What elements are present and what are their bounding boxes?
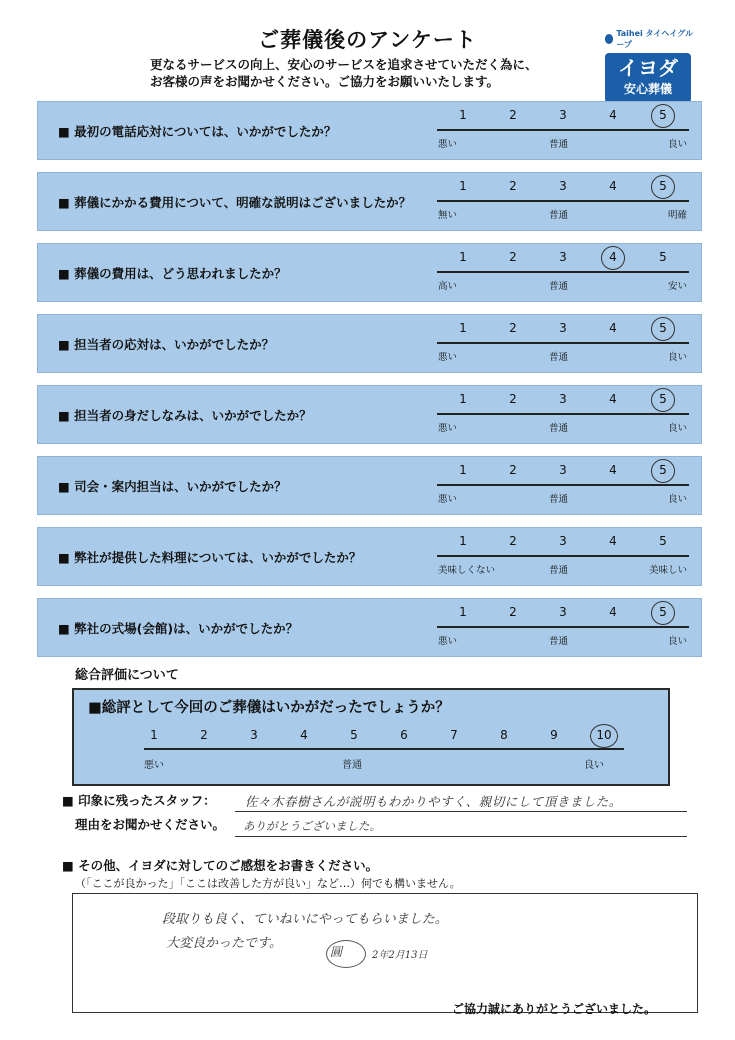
scale-line bbox=[437, 555, 689, 557]
staff-reason-label: 理由をお聞かせください。 bbox=[75, 817, 226, 832]
scale-label-low: 悪い bbox=[438, 494, 458, 505]
scale-label-mid: 普通 bbox=[549, 494, 569, 505]
rating-option-1[interactable]: 1 bbox=[459, 321, 467, 335]
rating-option-3[interactable]: 3 bbox=[559, 463, 567, 477]
overall-option-4[interactable]: 4 bbox=[300, 728, 308, 742]
seal-text: 圓 bbox=[330, 945, 343, 959]
overall-option-10[interactable]: 10 bbox=[592, 728, 616, 742]
rating-option-5[interactable]: 5 bbox=[653, 463, 673, 477]
rating-option-4[interactable]: 4 bbox=[609, 463, 617, 477]
staff-label: ■ 印象に残ったスタッフ： bbox=[62, 793, 216, 808]
rating-option-4[interactable]: 4 bbox=[609, 108, 617, 122]
overall-heading: 総合評価について bbox=[75, 668, 179, 683]
scale-label-high: 良い bbox=[667, 352, 687, 363]
overall-option-6[interactable]: 6 bbox=[400, 728, 408, 742]
rating-option-3[interactable]: 3 bbox=[559, 321, 567, 335]
scale-label-low: 悪い bbox=[438, 139, 458, 150]
question-box bbox=[37, 456, 702, 515]
selected-circle-mark bbox=[651, 388, 675, 412]
logo-main-text: イヨダ bbox=[618, 56, 678, 80]
scale-label-high: 美味しい bbox=[648, 565, 687, 576]
scale-label-high: 良い bbox=[667, 494, 687, 505]
rating-option-1[interactable]: 1 bbox=[459, 179, 467, 193]
scale-label-mid: 普通 bbox=[549, 636, 569, 647]
scale-label-mid: 普通 bbox=[549, 565, 569, 576]
overall-scale-line bbox=[144, 748, 624, 750]
rating-option-5[interactable]: 5 bbox=[653, 605, 673, 619]
rating-option-2[interactable]: 2 bbox=[509, 534, 517, 548]
overall-mid-label: 普通 bbox=[342, 760, 362, 771]
rating-option-1[interactable]: 1 bbox=[459, 392, 467, 406]
comment-date: 2年2月13日 bbox=[372, 950, 428, 961]
scale-label-high: 良い bbox=[667, 636, 687, 647]
scale-line bbox=[437, 342, 689, 344]
staff-handwritten-2: ありがとうございました。 bbox=[243, 819, 381, 833]
staff-answer-line-2 bbox=[235, 836, 687, 837]
overall-rating-box bbox=[72, 688, 670, 786]
logo-badge bbox=[605, 53, 691, 103]
overall-question: ■総評として今回のご葬儀はいかがだったでしょうか？ bbox=[88, 700, 450, 716]
rating-option-5[interactable]: 5 bbox=[653, 321, 673, 335]
rating-option-4[interactable]: 4 bbox=[609, 605, 617, 619]
scale-line bbox=[437, 129, 689, 131]
question-text: ■ 担当者の身だしなみは、いかがでしたか？ bbox=[58, 408, 312, 423]
overall-option-2[interactable]: 2 bbox=[200, 728, 208, 742]
selected-circle-mark bbox=[651, 317, 675, 341]
rating-option-4[interactable]: 4 bbox=[609, 534, 617, 548]
comment-handwritten-2: 大変良かったです。 bbox=[166, 936, 282, 951]
overall-high-label: 良い bbox=[584, 760, 604, 771]
question-text: ■ 葬儀にかかる費用について、明確な説明はございましたか？ bbox=[58, 195, 412, 210]
scale-label-high: 安い bbox=[667, 281, 687, 292]
question-box bbox=[37, 385, 702, 444]
scale-line bbox=[437, 200, 689, 202]
scale-label-low: 悪い bbox=[438, 423, 458, 434]
selected-circle-mark bbox=[651, 459, 675, 483]
scale-label-low: 悪い bbox=[438, 352, 458, 363]
rating-option-3[interactable]: 3 bbox=[559, 250, 567, 264]
selected-circle-mark bbox=[601, 246, 625, 270]
page-title: ご葬儀後のアンケート bbox=[258, 28, 477, 52]
logo-small-text: Taihei タイヘイグループ bbox=[616, 29, 693, 49]
rating-option-2[interactable]: 2 bbox=[509, 392, 517, 406]
overall-option-3[interactable]: 3 bbox=[250, 728, 258, 742]
overall-selected-circle-mark bbox=[590, 724, 618, 748]
scale-line bbox=[437, 484, 689, 486]
question-text: ■ 担当者の応対は、いかがでしたか？ bbox=[58, 337, 275, 352]
question-box bbox=[37, 314, 702, 373]
scale-label-high: 良い bbox=[667, 423, 687, 434]
rating-option-1[interactable]: 1 bbox=[459, 463, 467, 477]
scale-line bbox=[437, 626, 689, 628]
other-comments-label: ■ その他、イヨダに対してのご感想をお書きください。 bbox=[62, 858, 379, 873]
intro-line-2: お客様の声をお聞かせください。ご協力をお願いいたします。 bbox=[150, 74, 500, 89]
staff-handwritten-1: 佐々木春樹さんが説明もわかりやすく、親切にして頂きました。 bbox=[245, 794, 622, 809]
selected-circle-mark bbox=[651, 601, 675, 625]
scale-line bbox=[437, 271, 689, 273]
scale-label-high: 良い bbox=[667, 139, 687, 150]
selected-circle-mark bbox=[651, 104, 675, 128]
rating-option-3[interactable]: 3 bbox=[559, 605, 567, 619]
scale-label-low: 美味しくない bbox=[438, 565, 496, 576]
overall-option-5[interactable]: 5 bbox=[350, 728, 358, 742]
scale-label-mid: 普通 bbox=[549, 423, 569, 434]
rating-scale bbox=[443, 534, 693, 550]
rating-option-5[interactable]: 5 bbox=[653, 108, 673, 122]
selected-circle-mark bbox=[651, 175, 675, 199]
question-text: ■ 弊社の式場(会館)は、いかがでしたか？ bbox=[58, 621, 299, 636]
scale-label-low: 高い bbox=[438, 281, 458, 292]
overall-low-label: 悪い bbox=[144, 760, 164, 771]
rating-option-4[interactable]: 4 bbox=[603, 250, 623, 264]
logo-sub-text: 安心葬儀 bbox=[623, 82, 672, 96]
rating-option-1[interactable]: 1 bbox=[459, 108, 467, 122]
rating-option-5[interactable]: 5 bbox=[659, 534, 667, 548]
rating-option-3[interactable]: 3 bbox=[559, 108, 567, 122]
rating-scale bbox=[443, 392, 693, 408]
rating-scale bbox=[443, 321, 693, 337]
other-comments-hint: （「ここが良かった」「ここは改善した方が良い」など…）何でも構いません。 bbox=[75, 877, 461, 890]
scale-label-low: 無い bbox=[438, 210, 458, 221]
rating-option-2[interactable]: 2 bbox=[509, 250, 517, 264]
overall-option-7[interactable]: 7 bbox=[450, 728, 458, 742]
intro-text bbox=[150, 56, 538, 90]
rating-option-3[interactable]: 3 bbox=[559, 179, 567, 193]
question-text: ■ 最初の電話応対については、いかがでしたか？ bbox=[58, 124, 337, 139]
rating-option-4[interactable]: 4 bbox=[609, 179, 617, 193]
question-box bbox=[37, 101, 702, 160]
question-box bbox=[37, 527, 702, 586]
rating-option-2[interactable]: 2 bbox=[509, 108, 517, 122]
rating-option-3[interactable]: 3 bbox=[559, 392, 567, 406]
scale-label-mid: 普通 bbox=[549, 210, 569, 221]
intro-line-1: 更なるサービスの向上、安心のサービスを追求させていただく為に、 bbox=[150, 57, 538, 72]
rating-option-1[interactable]: 1 bbox=[459, 250, 467, 264]
rating-option-2[interactable]: 2 bbox=[509, 179, 517, 193]
rating-option-1[interactable]: 1 bbox=[459, 605, 467, 619]
rating-option-5[interactable]: 5 bbox=[653, 392, 673, 406]
rating-scale bbox=[443, 605, 693, 621]
rating-option-3[interactable]: 3 bbox=[559, 534, 567, 548]
rating-option-5[interactable]: 5 bbox=[659, 250, 667, 264]
thanks-text: ご協力誠にありがとうございました。 bbox=[452, 1002, 657, 1016]
question-box bbox=[37, 172, 702, 231]
taihei-mark-icon bbox=[605, 34, 613, 44]
scale-label-high: 明確 bbox=[667, 210, 687, 221]
question-text: ■ 司会・案内担当は、いかがでしたか？ bbox=[58, 479, 287, 494]
question-text: ■ 弊社が提供した料理については、いかがでしたか？ bbox=[58, 550, 362, 565]
scale-label-low: 悪い bbox=[438, 636, 458, 647]
rating-scale bbox=[443, 108, 693, 124]
rating-option-4[interactable]: 4 bbox=[609, 392, 617, 406]
rating-option-2[interactable]: 2 bbox=[509, 463, 517, 477]
scale-label-mid: 普通 bbox=[549, 139, 569, 150]
company-logo bbox=[605, 28, 693, 98]
rating-option-2[interactable]: 2 bbox=[509, 321, 517, 335]
staff-answer-line-1 bbox=[235, 811, 687, 812]
rating-scale bbox=[443, 179, 693, 195]
logo-tagline bbox=[605, 28, 693, 50]
scale-line bbox=[437, 413, 689, 415]
scale-label-mid: 普通 bbox=[549, 352, 569, 363]
overall-option-9[interactable]: 9 bbox=[550, 728, 558, 742]
rating-option-4[interactable]: 4 bbox=[609, 321, 617, 335]
overall-option-8[interactable]: 8 bbox=[500, 728, 508, 742]
question-text: ■ 葬儀の費用は、どう思われましたか？ bbox=[58, 266, 287, 281]
comment-handwritten-1: 段取りも良く、ていねいにやってもらいました。 bbox=[162, 912, 448, 927]
rating-option-1[interactable]: 1 bbox=[459, 534, 467, 548]
question-box bbox=[37, 243, 702, 302]
rating-option-5[interactable]: 5 bbox=[653, 179, 673, 193]
overall-scale-numbers bbox=[150, 728, 614, 744]
overall-option-1[interactable]: 1 bbox=[150, 728, 158, 742]
scale-label-mid: 普通 bbox=[549, 281, 569, 292]
rating-scale bbox=[443, 250, 693, 266]
rating-scale bbox=[443, 463, 693, 479]
rating-option-2[interactable]: 2 bbox=[509, 605, 517, 619]
question-box bbox=[37, 598, 702, 657]
